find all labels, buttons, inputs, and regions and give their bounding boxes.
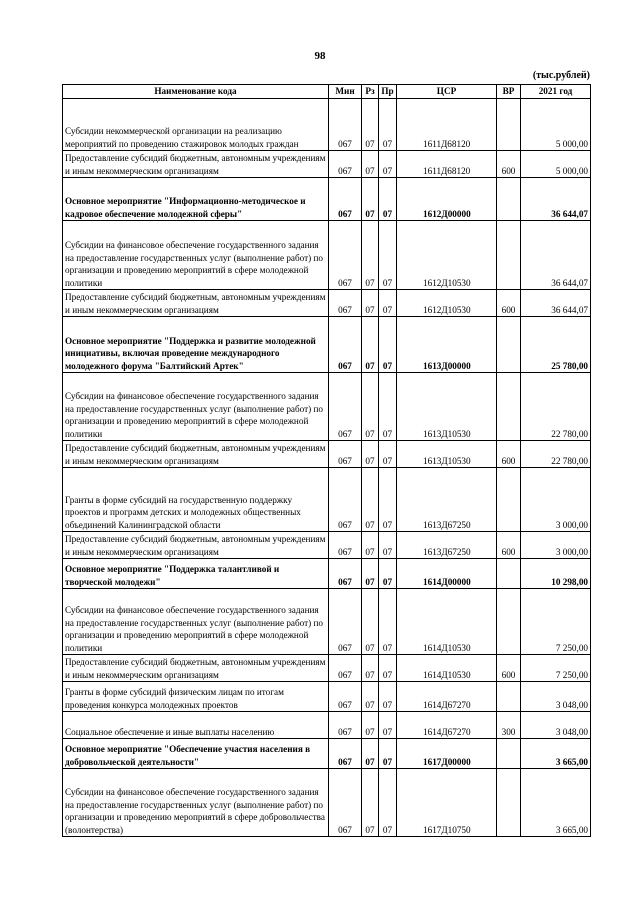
cell-vr: [497, 317, 521, 373]
cell-min: 067: [329, 99, 362, 151]
cell-name: Социальное обеспечение и иные выплаты населению: [63, 712, 329, 739]
cell-amount: 22 780,00: [521, 373, 591, 441]
table-row: [63, 317, 591, 373]
table-row: [63, 373, 591, 441]
cell-vr: [497, 221, 521, 290]
cell-csr: 1614Д10530: [397, 589, 497, 655]
cell-vr: [497, 589, 521, 655]
cell-min: 067: [329, 532, 362, 559]
cell-pr: 07: [379, 317, 397, 373]
col-header-min: Мин: [329, 85, 362, 99]
table-row: [63, 290, 591, 317]
cell-rz: 07: [362, 151, 379, 178]
cell-csr: 1617Д00000: [397, 739, 497, 769]
table-row: [63, 178, 591, 221]
cell-amount: 3 048,00: [521, 712, 591, 739]
cell-name: Субсидии на финансовое обеспечение государственного задания на предоставление государственных услуг (выполнение работ) по организации и проведению мероприятий в сфере молодежной политики: [63, 589, 329, 655]
cell-rz: 07: [362, 682, 379, 712]
table-row: [63, 559, 591, 589]
cell-csr: 1612Д00000: [397, 178, 497, 221]
cell-min: 067: [329, 373, 362, 441]
cell-pr: 07: [379, 221, 397, 290]
cell-vr: [497, 99, 521, 151]
cell-csr: 1613Д67250: [397, 532, 497, 559]
cell-amount: 5 000,00: [521, 99, 591, 151]
cell-rz: 07: [362, 559, 379, 589]
table-row: [63, 655, 591, 682]
cell-amount: 3 048,00: [521, 682, 591, 712]
unit-note: (тыс.рублей): [532, 70, 590, 81]
col-header-rz: Рз: [362, 85, 379, 99]
cell-name: Гранты в форме субсидий на государственную поддержку проектов и программ детских и молодежных общественных объединений Калининградской области: [63, 468, 329, 532]
cell-rz: 07: [362, 290, 379, 317]
cell-rz: 07: [362, 99, 379, 151]
cell-amount: 22 780,00: [521, 441, 591, 468]
cell-csr: 1612Д10530: [397, 221, 497, 290]
cell-min: 067: [329, 468, 362, 532]
cell-min: 067: [329, 441, 362, 468]
cell-pr: 07: [379, 739, 397, 769]
cell-vr: [497, 559, 521, 589]
table-row: [63, 769, 591, 837]
cell-rz: 07: [362, 532, 379, 559]
cell-pr: 07: [379, 532, 397, 559]
cell-vr: 600: [497, 655, 521, 682]
cell-min: 067: [329, 559, 362, 589]
col-header-year: 2021 год: [521, 85, 591, 99]
cell-pr: 07: [379, 99, 397, 151]
cell-pr: 07: [379, 151, 397, 178]
table-row: [63, 589, 591, 655]
cell-min: 067: [329, 769, 362, 837]
cell-amount: 36 644,07: [521, 290, 591, 317]
cell-pr: 07: [379, 373, 397, 441]
cell-rz: 07: [362, 221, 379, 290]
cell-vr: [497, 739, 521, 769]
cell-rz: 07: [362, 441, 379, 468]
cell-csr: 1613Д10530: [397, 441, 497, 468]
cell-min: 067: [329, 290, 362, 317]
table-header-row: [63, 85, 591, 99]
cell-min: 067: [329, 221, 362, 290]
cell-rz: 07: [362, 317, 379, 373]
cell-pr: 07: [379, 559, 397, 589]
cell-amount: 25 780,00: [521, 317, 591, 373]
cell-csr: 1611Д68120: [397, 99, 497, 151]
cell-csr: 1611Д68120: [397, 151, 497, 178]
col-header-vr: ВР: [497, 85, 521, 99]
cell-pr: 07: [379, 178, 397, 221]
cell-rz: 07: [362, 655, 379, 682]
cell-csr: 1614Д67270: [397, 682, 497, 712]
cell-min: 067: [329, 712, 362, 739]
cell-rz: 07: [362, 373, 379, 441]
cell-amount: 3 665,00: [521, 739, 591, 769]
cell-name: Субсидии на финансовое обеспечение государственного задания на предоставление государственных услуг (выполнение работ) по организации и проведению мероприятий в сфере молодежной политики: [63, 221, 329, 290]
cell-name: Основное мероприятие "Информационно-методическое и кадровое обеспечение молодежной сферы": [63, 178, 329, 221]
cell-amount: 36 644,07: [521, 221, 591, 290]
cell-rz: 07: [362, 468, 379, 532]
cell-pr: 07: [379, 712, 397, 739]
cell-vr: 300: [497, 712, 521, 739]
cell-amount: 3 000,00: [521, 468, 591, 532]
table-row: [63, 532, 591, 559]
table-row: [63, 441, 591, 468]
cell-rz: 07: [362, 178, 379, 221]
table-row: [63, 682, 591, 712]
cell-csr: 1613Д00000: [397, 317, 497, 373]
cell-vr: 600: [497, 532, 521, 559]
cell-pr: 07: [379, 468, 397, 532]
cell-amount: 3 665,00: [521, 769, 591, 837]
page-number: 98: [314, 50, 326, 62]
cell-amount: 5 000,00: [521, 151, 591, 178]
cell-vr: [497, 769, 521, 837]
cell-name: Предоставление субсидий бюджетным, автономным учреждениям и иным некоммерческим организациям: [63, 655, 329, 682]
cell-rz: 07: [362, 769, 379, 837]
cell-name: Гранты в форме субсидий физическим лицам по итогам проведения конкурса молодежных проектов: [63, 682, 329, 712]
cell-min: 067: [329, 178, 362, 221]
table-row: [63, 99, 591, 151]
cell-vr: 600: [497, 441, 521, 468]
cell-pr: 07: [379, 769, 397, 837]
cell-csr: 1617Д10750: [397, 769, 497, 837]
budget-table: [62, 84, 591, 837]
cell-min: 067: [329, 655, 362, 682]
cell-name: Предоставление субсидий бюджетным, автономным учреждениям и иным некоммерческим организациям: [63, 290, 329, 317]
col-header-name: Наименование кода: [63, 85, 329, 99]
cell-vr: [497, 682, 521, 712]
cell-csr: 1612Д10530: [397, 290, 497, 317]
cell-name: Предоставление субсидий бюджетным, автономным учреждениям и иным некоммерческим организациям: [63, 151, 329, 178]
cell-vr: [497, 373, 521, 441]
cell-pr: 07: [379, 589, 397, 655]
cell-vr: 600: [497, 151, 521, 178]
cell-min: 067: [329, 682, 362, 712]
cell-name: Основное мероприятие "Поддержка и развитие молодежной инициативы, включая проведение международного молодежного форума "Балтийский Артек": [63, 317, 329, 373]
cell-amount: 3 000,00: [521, 532, 591, 559]
cell-rz: 07: [362, 739, 379, 769]
table-row: [63, 468, 591, 532]
cell-csr: 1613Д67250: [397, 468, 497, 532]
cell-min: 067: [329, 151, 362, 178]
cell-name: Предоставление субсидий бюджетным, автономным учреждениям и иным некоммерческим организациям: [63, 441, 329, 468]
cell-pr: 07: [379, 682, 397, 712]
cell-amount: 36 644,07: [521, 178, 591, 221]
cell-name: Основное мероприятие "Обеспечение участия населения в добровольческой деятельности": [63, 739, 329, 769]
table-row: [63, 739, 591, 769]
cell-vr: 600: [497, 290, 521, 317]
cell-amount: 7 250,00: [521, 589, 591, 655]
cell-csr: 1614Д00000: [397, 559, 497, 589]
cell-csr: 1614Д67270: [397, 712, 497, 739]
cell-pr: 07: [379, 441, 397, 468]
cell-vr: [497, 178, 521, 221]
cell-min: 067: [329, 589, 362, 655]
cell-csr: 1613Д10530: [397, 373, 497, 441]
cell-amount: 7 250,00: [521, 655, 591, 682]
cell-rz: 07: [362, 712, 379, 739]
cell-name: Субсидии некоммерческой организации на реализацию мероприятий по проведению стажировок молодых граждан: [63, 99, 329, 151]
cell-name: Субсидии на финансовое обеспечение государственного задания на предоставление государственных услуг (выполнение работ) по организации и проведению мероприятий в сфере молодежной политики: [63, 373, 329, 441]
cell-vr: [497, 468, 521, 532]
col-header-pr: Пр: [379, 85, 397, 99]
cell-name: Основное мероприятие "Поддержка талантливой и творческой молодежи": [63, 559, 329, 589]
cell-rz: 07: [362, 589, 379, 655]
cell-amount: 10 298,00: [521, 559, 591, 589]
cell-min: 067: [329, 317, 362, 373]
col-header-csr: ЦСР: [397, 85, 497, 99]
table-row: [63, 151, 591, 178]
cell-csr: 1614Д10530: [397, 655, 497, 682]
table-row: [63, 221, 591, 290]
cell-min: 067: [329, 739, 362, 769]
cell-pr: 07: [379, 290, 397, 317]
cell-name: Субсидии на финансовое обеспечение государственного задания на предоставление государственных услуг (выполнение работ) по организации и проведению мероприятий в сфере добровольчества (волонтерства): [63, 769, 329, 837]
table-row: [63, 712, 591, 739]
cell-name: Предоставление субсидий бюджетным, автономным учреждениям и иным некоммерческим организациям: [63, 532, 329, 559]
cell-pr: 07: [379, 655, 397, 682]
